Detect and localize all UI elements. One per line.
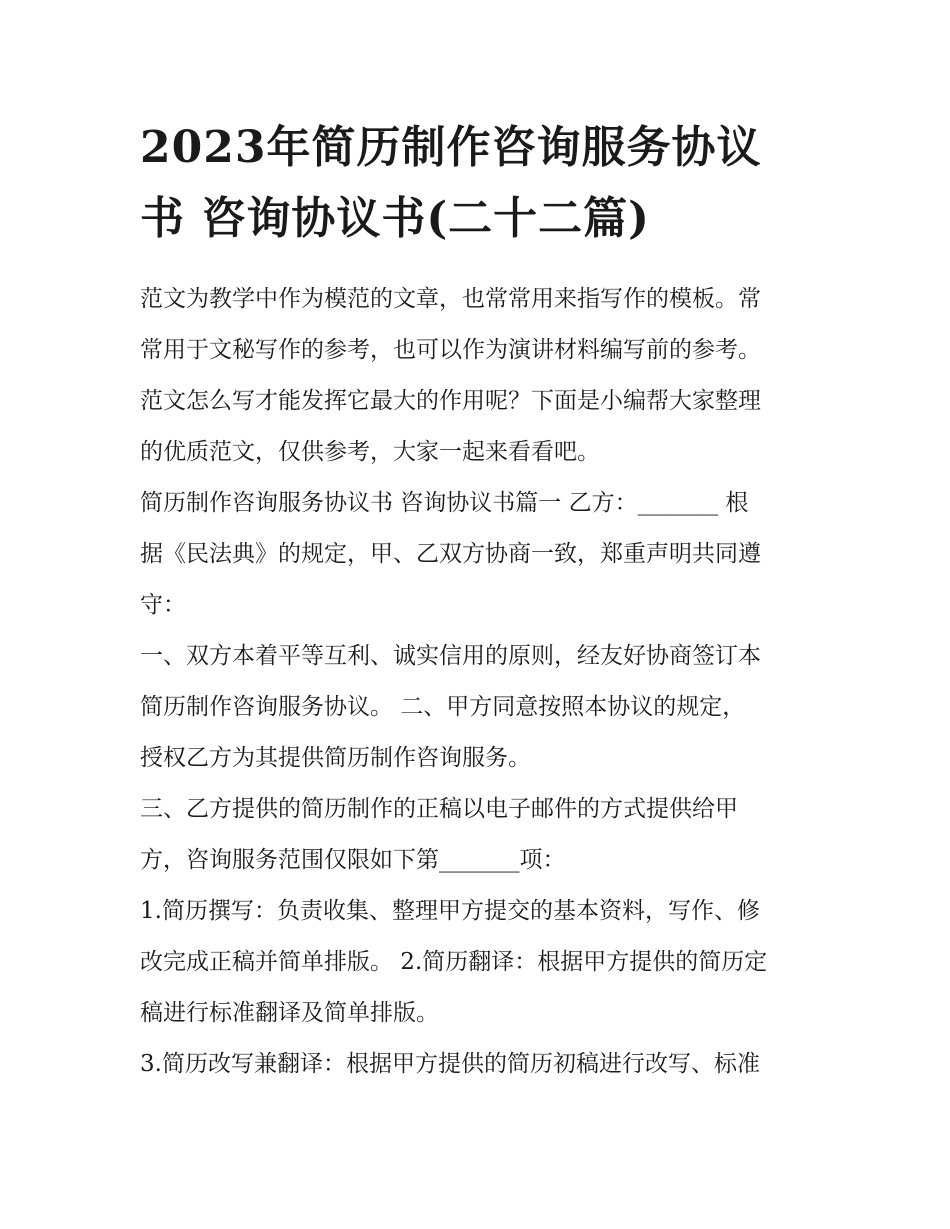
title-line: 书 咨询协议书(二十二篇) [140,193,650,244]
text-line: 据《民法典》的规定，甲、乙双方协商一致，郑重声明共同遵 [140,541,761,567]
document-body [140,274,812,1090]
paragraph-service-items [140,886,812,1039]
paragraph-clause-3 [140,784,812,886]
text-line: 3.简历改写兼翻译：根据甲方提供的简历初稿进行改写、标准 [140,1051,760,1077]
text-line: 范文为教学中作为模范的文章，也常常用来指写作的模板。常 [140,286,761,312]
text-line: 三、乙方提供的简历制作的正稿以电子邮件的方式提供给甲 [140,796,738,822]
document-page [140,112,812,1090]
paragraph-service-item-3 [140,1039,812,1090]
text-line: 守： [140,592,186,618]
text-line: 稿进行标准翻译及简单排版。 [140,1000,439,1026]
text-line: 简历制作咨询服务协议书 咨询协议书篇一 乙方：_______ 根 [140,490,749,516]
text-line: 常用于文秘写作的参考，也可以作为演讲材料编写前的参考。 [140,337,761,363]
text-line: 的优质范文，仅供参考，大家一起来看看吧。 [140,439,600,465]
paragraph-intro [140,274,812,478]
text-line: 1.简历撰写：负责收集、整理甲方提交的基本资料，写作、修 [140,898,760,924]
text-line: 简历制作咨询服务协议。 二、甲方同意按照本协议的规定， [140,694,746,720]
text-line: 一、双方本着平等互利、诚实信用的原则，经友好协商签订本 [140,643,761,669]
text-line: 范文怎么写才能发挥它最大的作用呢？下面是小编帮大家整理 [140,388,761,414]
title-line: 2023年简历制作咨询服务协议 [140,122,762,173]
text-line: 授权乙方为其提供简历制作咨询服务。 [140,745,531,771]
paragraph-clause-1-2 [140,631,812,784]
text-line: 方，咨询服务范围仅限如下第_______项： [140,847,566,873]
paragraph-agreement-intro [140,478,812,631]
text-line: 改完成正稿并简单排版。 2.简历翻译：根据甲方提供的简历定 [140,949,768,975]
document-title [140,112,812,254]
